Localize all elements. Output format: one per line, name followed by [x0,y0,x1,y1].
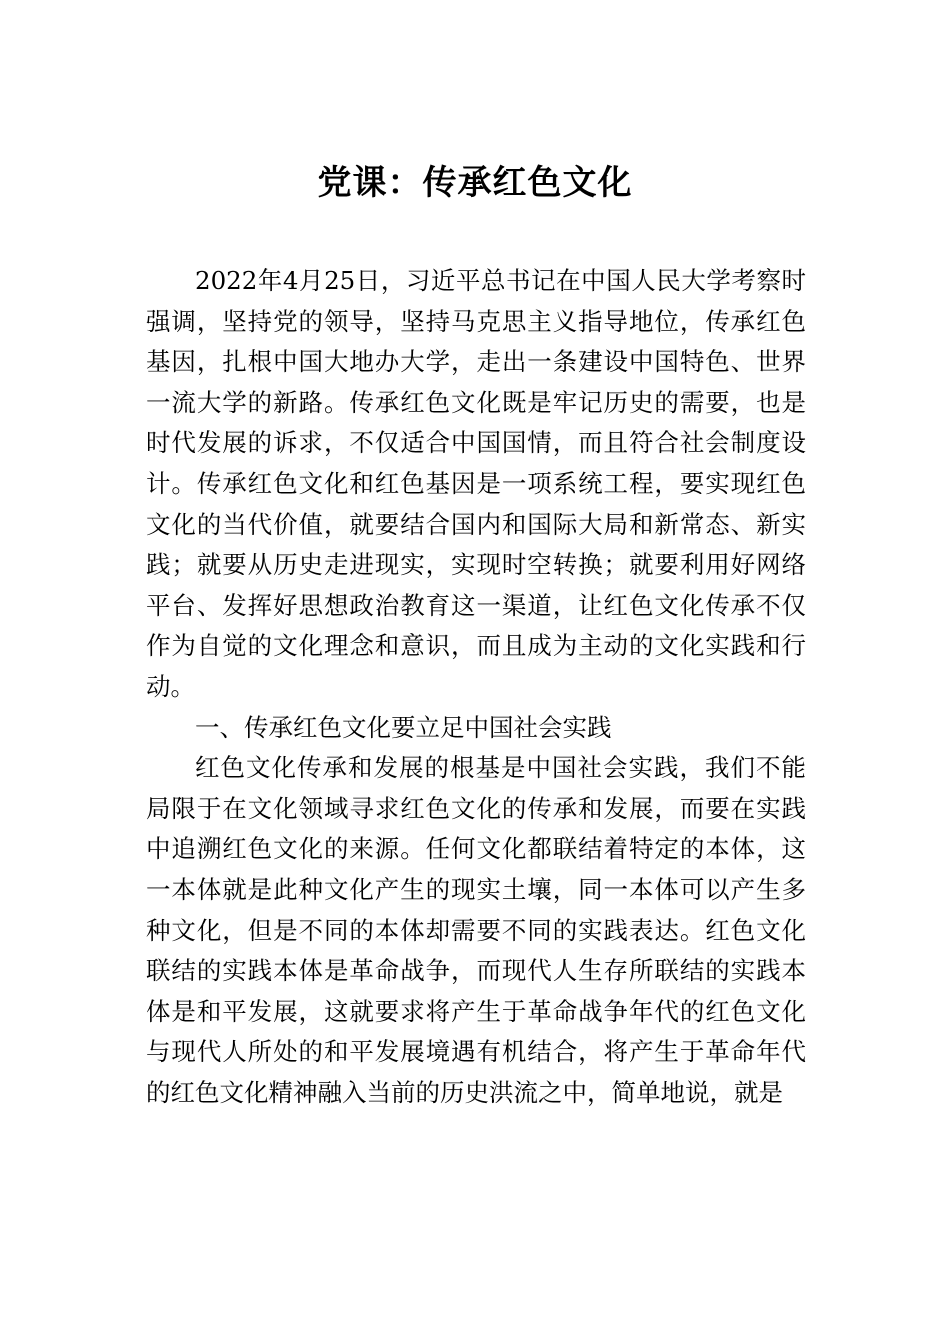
section-heading-1: 一、传承红色文化要立足中国社会实践 [195,712,612,742]
paragraph-section-1: 红色文化传承和发展的根基是中国社会实践，我们不能局限于在文化领域寻求红色文化的传承和发展，而要在实践中追溯红色文化的来源。任何文化都联结着特定的本体，这一本体就是此种文化产生的现实土壤，同一本体可以产生多种文化，但是不同的本体却需要不同的实践表达。红色文化联结的实践本体是革命战争，而现代人生存所联结的实践本体是和平发展，这就要求将产生于革命战争年代的红色文化与现代人所处的和平发展境遇有机结合，将产生于革命年代的红色文化精神融入当前的历史洪流之中，简单地说，就是 [146,753,806,1107]
document-title: 党课：传承红色文化 [317,163,633,203]
document-body [146,261,806,1113]
paragraph-intro: 2022年4月25日，习近平总书记在中国人民大学考察时强调，坚持党的领导，坚持马克思主义指导地位，传承红色基因，扎根中国大地办大学，走出一条建设中国特色、世界一流大学的新路。传承红色文化既是牢记历史的需要，也是时代发展的诉求，不仅适合中国国情，而且符合社会制度设计。传承红色文化和红色基因是一项系统工程，要实现红色文化的当代价值，就要结合国内和国际大局和新常态、新实践；就要从历史走进现实，实现时空转换；就要利用好网络平台、发挥好思想政治教育这一渠道，让红色文化传承不仅作为自觉的文化理念和意识，而且成为主动的文化实践和行动。 [146,266,806,701]
